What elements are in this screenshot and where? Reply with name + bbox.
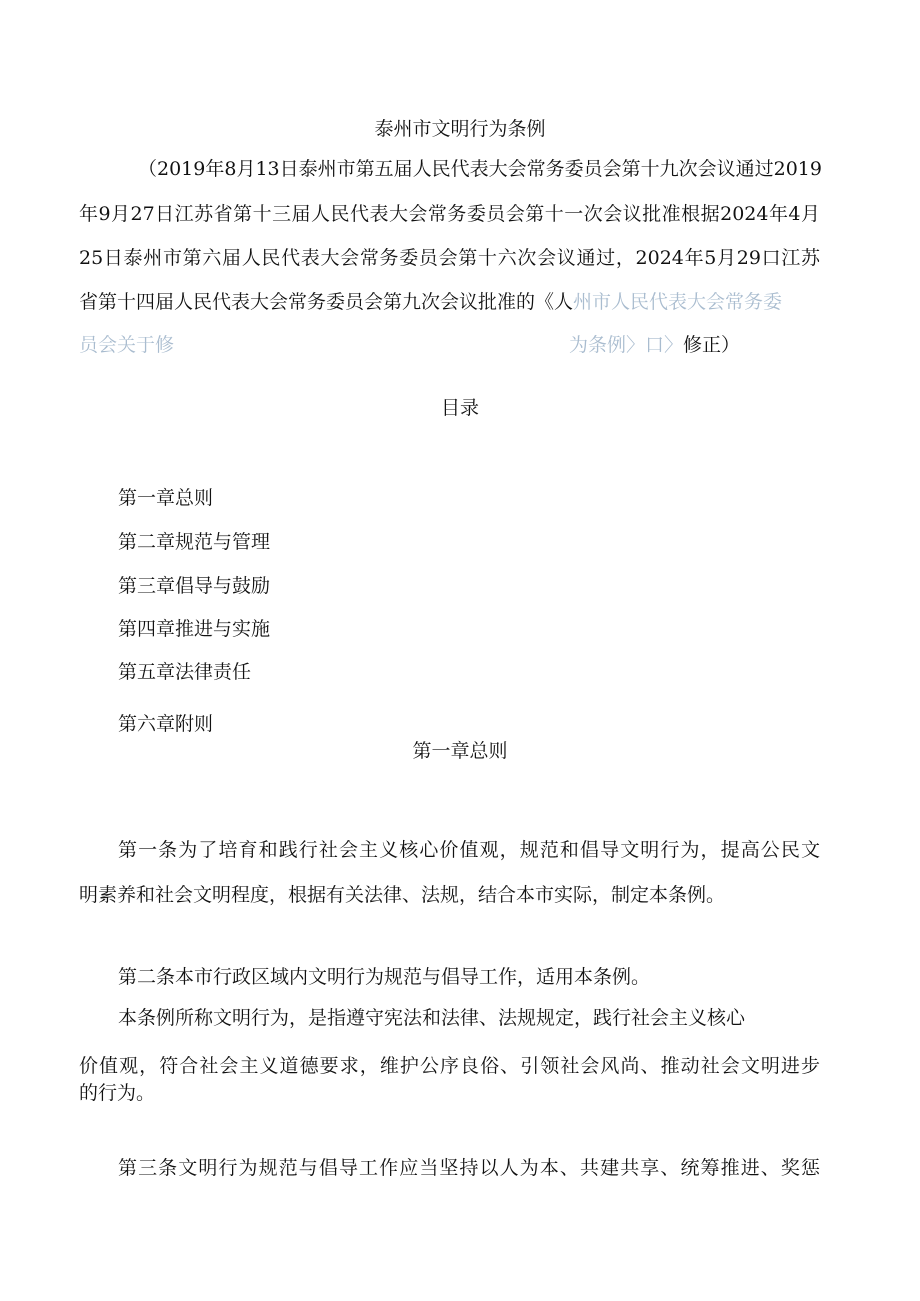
article-line: 第三条文明行为规范与倡导工作应当坚持以人为本、共建共享、统筹推进、奖惩 <box>118 1157 820 1179</box>
preamble-line: 25日泰州市第六届人民代表大会常务委员会第十六次会议通过，2024年5月29口江苏 <box>79 247 820 269</box>
preamble-text: 修正） <box>683 334 741 356</box>
toc-item: 第二章规范与管理 <box>118 531 271 553</box>
preamble-line: （2019年8月13日泰州市第五届人民代表大会常务委员会第十九次会议通过2019 <box>138 158 822 180</box>
article-line: 价值观，符合社会主义道德要求，维护公序良俗、引领社会风尚、推动社会文明进步 <box>79 1055 820 1077</box>
article-line: 明素养和社会文明程度，根据有关法律、法规，结合本市实际，制定本条例。 <box>79 884 726 906</box>
toc-item: 第四章推进与实施 <box>118 618 271 640</box>
faded-text: 州市人民代表大会常务委 <box>573 291 783 313</box>
preamble-line <box>79 333 740 357</box>
toc-item: 第六章附则 <box>118 713 214 735</box>
faded-text: 为条例〉口〉 <box>569 334 684 356</box>
preamble-line: 年9月27日江苏省第十三届人民代表大会常务委员会第十一次会议批准根据2024年4月 <box>79 203 820 225</box>
toc-heading: 目录 <box>440 397 479 419</box>
toc-item: 第三章倡导与鼓励 <box>118 575 271 597</box>
article-line: 的行为。 <box>79 1082 156 1104</box>
toc-item: 第五章法律责任 <box>118 661 252 683</box>
chapter-heading: 第一章总则 <box>412 740 508 762</box>
faded-text: 员会关于修 <box>79 334 175 356</box>
preamble-line <box>79 290 782 314</box>
article-line: 第一条为了培育和践行社会主义核心价值观，规范和倡导文明行为，提高公民文 <box>118 839 820 861</box>
toc-item: 第一章总则 <box>118 487 214 509</box>
preamble-text: 省第十四届人民代表大会常务委员会第九次会议批准的《人 <box>79 291 574 313</box>
document-title: 泰州市文明行为条例 <box>374 118 546 140</box>
article-line: 本条例所称文明行为，是指遵守宪法和法律、法规规定，践行社会主义核心 <box>118 1007 746 1029</box>
article-line: 第二条本市行政区域内文明行为规范与倡导工作，适用本条例。 <box>118 966 651 988</box>
